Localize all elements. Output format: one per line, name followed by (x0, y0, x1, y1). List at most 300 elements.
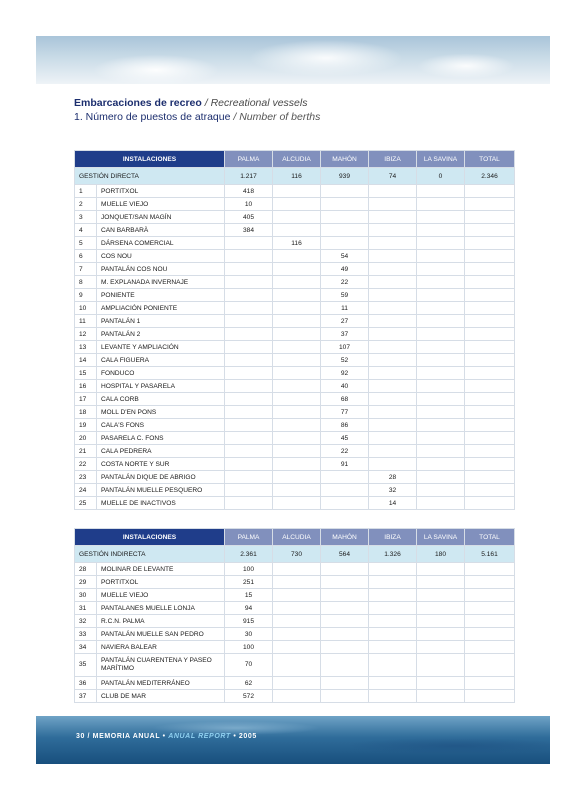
footer-sea-banner (36, 716, 550, 764)
summary-value: 1.326 (369, 546, 417, 563)
row-number: 8 (75, 276, 97, 289)
row-number: 1 (75, 185, 97, 198)
berth-value: 11 (321, 302, 369, 315)
section-subtitle (74, 110, 534, 124)
berth-cell (273, 690, 321, 703)
column-header-installations: INSTALACIONES (75, 151, 225, 168)
row-number: 32 (75, 615, 97, 628)
installation-name: PANTALÁN COS NOU (97, 263, 225, 276)
installation-name: PONIENTE (97, 289, 225, 302)
berth-cell (273, 589, 321, 602)
berth-cell (225, 484, 273, 497)
installation-name: R.C.N. PALMA (97, 615, 225, 628)
berth-cell (225, 367, 273, 380)
berth-cell (465, 380, 515, 393)
berth-cell (369, 276, 417, 289)
table-row (75, 458, 515, 471)
row-number: 36 (75, 677, 97, 690)
berth-cell (417, 471, 465, 484)
installation-name: CALA'S FONS (97, 419, 225, 432)
summary-row (75, 168, 515, 185)
table-row (75, 302, 515, 315)
installation-name: PANTALÁN MUELLE PESQUERO (97, 484, 225, 497)
berth-cell (465, 185, 515, 198)
berth-cell (321, 563, 369, 576)
berth-value: 68 (321, 393, 369, 406)
berth-cell (465, 602, 515, 615)
berth-cell (369, 628, 417, 641)
row-number: 33 (75, 628, 97, 641)
berth-cell (273, 445, 321, 458)
berth-value: 384 (225, 224, 273, 237)
row-number: 13 (75, 341, 97, 354)
summary-value: 2.361 (225, 546, 273, 563)
row-number: 20 (75, 432, 97, 445)
berth-cell (465, 341, 515, 354)
berth-cell (417, 198, 465, 211)
berth-value: 27 (321, 315, 369, 328)
berth-cell (273, 563, 321, 576)
berth-cell (369, 198, 417, 211)
berth-cell (465, 615, 515, 628)
installation-name: DÁRSENA COMERCIAL (97, 237, 225, 250)
berth-cell (369, 380, 417, 393)
summary-value: 564 (321, 546, 369, 563)
column-header: IBIZA (369, 151, 417, 168)
berths-table-indirect (74, 528, 515, 703)
berth-cell (465, 445, 515, 458)
installation-name: LEVANTE Y AMPLIACIÓN (97, 341, 225, 354)
table-row (75, 237, 515, 250)
berth-value: 62 (225, 677, 273, 690)
table-row (75, 276, 515, 289)
berth-cell (417, 419, 465, 432)
table-row (75, 224, 515, 237)
page-heading (74, 96, 534, 124)
installation-name: M. EXPLANADA INVERNAJE (97, 276, 225, 289)
row-number: 15 (75, 367, 97, 380)
berth-cell (417, 354, 465, 367)
berth-cell (321, 628, 369, 641)
berth-cell (273, 602, 321, 615)
berth-cell (273, 276, 321, 289)
installation-name: PASARELA C. FONS (97, 432, 225, 445)
berth-cell (369, 237, 417, 250)
berth-cell (273, 406, 321, 419)
column-header: PALMA (225, 151, 273, 168)
berth-cell (465, 263, 515, 276)
section-title (74, 96, 534, 110)
berth-cell (369, 432, 417, 445)
berth-cell (465, 237, 515, 250)
table-row (75, 250, 515, 263)
berth-cell (321, 602, 369, 615)
berth-cell (417, 224, 465, 237)
berth-cell (417, 211, 465, 224)
installation-name: NAVIERA BALEAR (97, 641, 225, 654)
berth-value: 107 (321, 341, 369, 354)
berth-cell (417, 497, 465, 510)
berth-cell (417, 289, 465, 302)
berth-cell (369, 224, 417, 237)
berth-cell (225, 419, 273, 432)
berth-cell (225, 406, 273, 419)
berth-cell (321, 185, 369, 198)
berth-cell (417, 445, 465, 458)
berth-cell (369, 458, 417, 471)
berth-cell (417, 677, 465, 690)
berth-cell (225, 341, 273, 354)
berth-cell (321, 576, 369, 589)
berth-cell (225, 276, 273, 289)
berth-value: 32 (369, 484, 417, 497)
berth-cell (225, 497, 273, 510)
berth-cell (417, 615, 465, 628)
berth-value: 30 (225, 628, 273, 641)
installation-name: PANTALÁN DIQUE DE ABRIGO (97, 471, 225, 484)
installation-name: MOLL D'EN PONS (97, 406, 225, 419)
title-en: Recreational vessels (210, 97, 308, 109)
column-header: MAHÓN (321, 529, 369, 546)
summary-value: 0 (417, 168, 465, 185)
berth-cell (225, 432, 273, 445)
table-row (75, 185, 515, 198)
berth-value: 77 (321, 406, 369, 419)
table-row (75, 315, 515, 328)
berth-cell (417, 341, 465, 354)
berth-cell (417, 602, 465, 615)
berth-cell (225, 445, 273, 458)
row-number: 17 (75, 393, 97, 406)
table-row (75, 419, 515, 432)
berth-cell (417, 563, 465, 576)
installation-name: CLUB DE MAR (97, 690, 225, 703)
footer-text (76, 733, 257, 740)
berth-cell (369, 341, 417, 354)
berth-cell (465, 497, 515, 510)
berth-cell (465, 654, 515, 677)
berth-cell (321, 484, 369, 497)
installation-name: COSTA NORTE Y SUR (97, 458, 225, 471)
berth-cell (321, 589, 369, 602)
berth-value: 418 (225, 185, 273, 198)
column-header: ALCUDIA (273, 529, 321, 546)
berth-cell (321, 198, 369, 211)
berth-value: 405 (225, 211, 273, 224)
installation-name: MUELLE VIEJO (97, 198, 225, 211)
berth-cell (417, 589, 465, 602)
installation-name: PANTALÁN CUARENTENA Y PASEO MARÍTIMO (97, 654, 225, 677)
berth-cell (465, 589, 515, 602)
berth-cell (225, 250, 273, 263)
berth-cell (273, 354, 321, 367)
berth-cell (369, 328, 417, 341)
table-row (75, 445, 515, 458)
berth-cell (321, 641, 369, 654)
row-number: 22 (75, 458, 97, 471)
row-number: 34 (75, 641, 97, 654)
berth-cell (273, 211, 321, 224)
installation-name: MUELLE DE INACTIVOS (97, 497, 225, 510)
berth-cell (273, 380, 321, 393)
table-header-row (75, 529, 515, 546)
berth-cell (273, 198, 321, 211)
row-number: 4 (75, 224, 97, 237)
berth-value: 59 (321, 289, 369, 302)
berth-value: 251 (225, 576, 273, 589)
berth-cell (321, 497, 369, 510)
berth-cell (417, 328, 465, 341)
berth-cell (369, 576, 417, 589)
berth-cell (417, 641, 465, 654)
header-sky-banner (36, 36, 550, 84)
berth-value: 45 (321, 432, 369, 445)
summary-value: 2.346 (465, 168, 515, 185)
berth-cell (369, 263, 417, 276)
berth-cell (369, 367, 417, 380)
berth-value: 28 (369, 471, 417, 484)
installation-name: MUELLE VIEJO (97, 589, 225, 602)
berth-cell (369, 354, 417, 367)
title-es: Embarcaciones de recreo (74, 97, 202, 109)
berth-cell (273, 328, 321, 341)
berth-cell (417, 484, 465, 497)
berth-value: 94 (225, 602, 273, 615)
berth-value: 70 (225, 654, 273, 677)
column-header: MAHÓN (321, 151, 369, 168)
row-number: 7 (75, 263, 97, 276)
berth-cell (369, 419, 417, 432)
berth-cell (465, 315, 515, 328)
berth-value: 15 (225, 589, 273, 602)
row-number: 19 (75, 419, 97, 432)
berths-table-direct (74, 150, 515, 510)
installation-name: AMPLIACIÓN PONIENTE (97, 302, 225, 315)
berth-cell (417, 690, 465, 703)
berth-cell (321, 654, 369, 677)
berth-value: 915 (225, 615, 273, 628)
berth-cell (273, 628, 321, 641)
installation-name: PANTALANES MUELLE LONJA (97, 602, 225, 615)
berth-cell (225, 328, 273, 341)
row-number: 3 (75, 211, 97, 224)
berth-cell (465, 419, 515, 432)
berth-cell (225, 354, 273, 367)
row-number: 25 (75, 497, 97, 510)
row-number: 35 (75, 654, 97, 677)
berth-cell (273, 432, 321, 445)
berth-value: 10 (225, 198, 273, 211)
berth-cell (225, 315, 273, 328)
berth-cell (417, 185, 465, 198)
subtitle-sep: / (230, 111, 240, 123)
berth-cell (465, 224, 515, 237)
row-number: 18 (75, 406, 97, 419)
row-number: 21 (75, 445, 97, 458)
berth-cell (465, 367, 515, 380)
row-number: 23 (75, 471, 97, 484)
summary-label: GESTIÓN DIRECTA (75, 168, 225, 185)
footer-dot: • (160, 733, 169, 740)
installation-name: CALA FIGUERA (97, 354, 225, 367)
table-row (75, 406, 515, 419)
table-row (75, 677, 515, 690)
berth-cell (417, 458, 465, 471)
berth-cell (273, 677, 321, 690)
berth-cell (369, 641, 417, 654)
table-row (75, 602, 515, 615)
berth-cell (465, 484, 515, 497)
page-number: 30 (76, 733, 85, 740)
berth-cell (369, 315, 417, 328)
berth-cell (465, 328, 515, 341)
row-number: 5 (75, 237, 97, 250)
berth-value: 37 (321, 328, 369, 341)
column-header: LA SAVINA (417, 151, 465, 168)
table-row (75, 367, 515, 380)
summary-value: 730 (273, 546, 321, 563)
row-number: 30 (75, 589, 97, 602)
table-row (75, 497, 515, 510)
berth-cell (417, 380, 465, 393)
berth-cell (417, 237, 465, 250)
column-header: LA SAVINA (417, 529, 465, 546)
berth-cell (465, 576, 515, 589)
installation-name: PANTALÁN 2 (97, 328, 225, 341)
berth-cell (273, 263, 321, 276)
berth-cell (369, 289, 417, 302)
table-row (75, 563, 515, 576)
footer-sep: / (85, 733, 93, 740)
summary-value: 5.161 (465, 546, 515, 563)
row-number: 31 (75, 602, 97, 615)
summary-value: 116 (273, 168, 321, 185)
berth-value: 14 (369, 497, 417, 510)
berth-cell (273, 641, 321, 654)
berth-cell (465, 393, 515, 406)
table-row (75, 289, 515, 302)
row-number: 24 (75, 484, 97, 497)
installation-name: PANTALÁN MUELLE SAN PEDRO (97, 628, 225, 641)
row-number: 10 (75, 302, 97, 315)
berth-cell (369, 589, 417, 602)
berth-cell (273, 341, 321, 354)
footer-report-es: MEMORIA ANUAL (92, 733, 161, 740)
berth-cell (465, 690, 515, 703)
berth-cell (465, 211, 515, 224)
berth-cell (369, 211, 417, 224)
berth-cell (417, 393, 465, 406)
subtitle-en: Number of berths (239, 111, 321, 123)
table-row (75, 263, 515, 276)
berth-value: 54 (321, 250, 369, 263)
berth-cell (321, 237, 369, 250)
berth-cell (465, 677, 515, 690)
berth-cell (273, 458, 321, 471)
table-row (75, 354, 515, 367)
berth-cell (273, 315, 321, 328)
berth-cell (465, 289, 515, 302)
berth-cell (369, 185, 417, 198)
berth-cell (273, 367, 321, 380)
footer-report-en: ANUAL REPORT (168, 733, 231, 740)
berth-cell (273, 497, 321, 510)
berth-value: 116 (273, 237, 321, 250)
table-row (75, 615, 515, 628)
berth-cell (321, 690, 369, 703)
table-row (75, 471, 515, 484)
berth-value: 49 (321, 263, 369, 276)
summary-value: 1.217 (225, 168, 273, 185)
berth-value: 40 (321, 380, 369, 393)
berth-cell (465, 198, 515, 211)
berth-value: 100 (225, 563, 273, 576)
table-row (75, 211, 515, 224)
table-row (75, 432, 515, 445)
berth-cell (225, 458, 273, 471)
berth-cell (321, 471, 369, 484)
berth-cell (273, 302, 321, 315)
berth-cell (369, 563, 417, 576)
installation-name: PORTITXOL (97, 576, 225, 589)
row-number: 12 (75, 328, 97, 341)
berth-cell (273, 419, 321, 432)
berth-cell (465, 432, 515, 445)
table-row (75, 690, 515, 703)
berth-cell (465, 563, 515, 576)
berth-cell (369, 445, 417, 458)
row-number: 6 (75, 250, 97, 263)
berth-value: 22 (321, 276, 369, 289)
berth-cell (369, 602, 417, 615)
table-row (75, 198, 515, 211)
berth-cell (417, 406, 465, 419)
berth-value: 100 (225, 641, 273, 654)
berth-cell (465, 406, 515, 419)
berth-cell (225, 380, 273, 393)
berth-cell (273, 185, 321, 198)
berth-cell (369, 250, 417, 263)
berth-cell (369, 690, 417, 703)
berth-cell (465, 250, 515, 263)
berth-cell (225, 289, 273, 302)
table-row (75, 576, 515, 589)
berth-cell (417, 263, 465, 276)
summary-value: 939 (321, 168, 369, 185)
table-row (75, 380, 515, 393)
row-number: 28 (75, 563, 97, 576)
installation-name: COS NOU (97, 250, 225, 263)
berth-cell (465, 302, 515, 315)
berth-cell (321, 677, 369, 690)
berth-cell (417, 576, 465, 589)
berth-cell (369, 654, 417, 677)
summary-value: 180 (417, 546, 465, 563)
berth-cell (273, 289, 321, 302)
row-number: 9 (75, 289, 97, 302)
subtitle-es: 1. Número de puestos de atraque (74, 111, 231, 123)
berth-cell (369, 615, 417, 628)
berth-cell (273, 250, 321, 263)
column-header: PALMA (225, 529, 273, 546)
summary-row (75, 546, 515, 563)
row-number: 29 (75, 576, 97, 589)
berth-cell (273, 576, 321, 589)
berth-cell (321, 211, 369, 224)
installation-name: MOLINAR DE LEVANTE (97, 563, 225, 576)
berth-cell (417, 654, 465, 677)
row-number: 2 (75, 198, 97, 211)
